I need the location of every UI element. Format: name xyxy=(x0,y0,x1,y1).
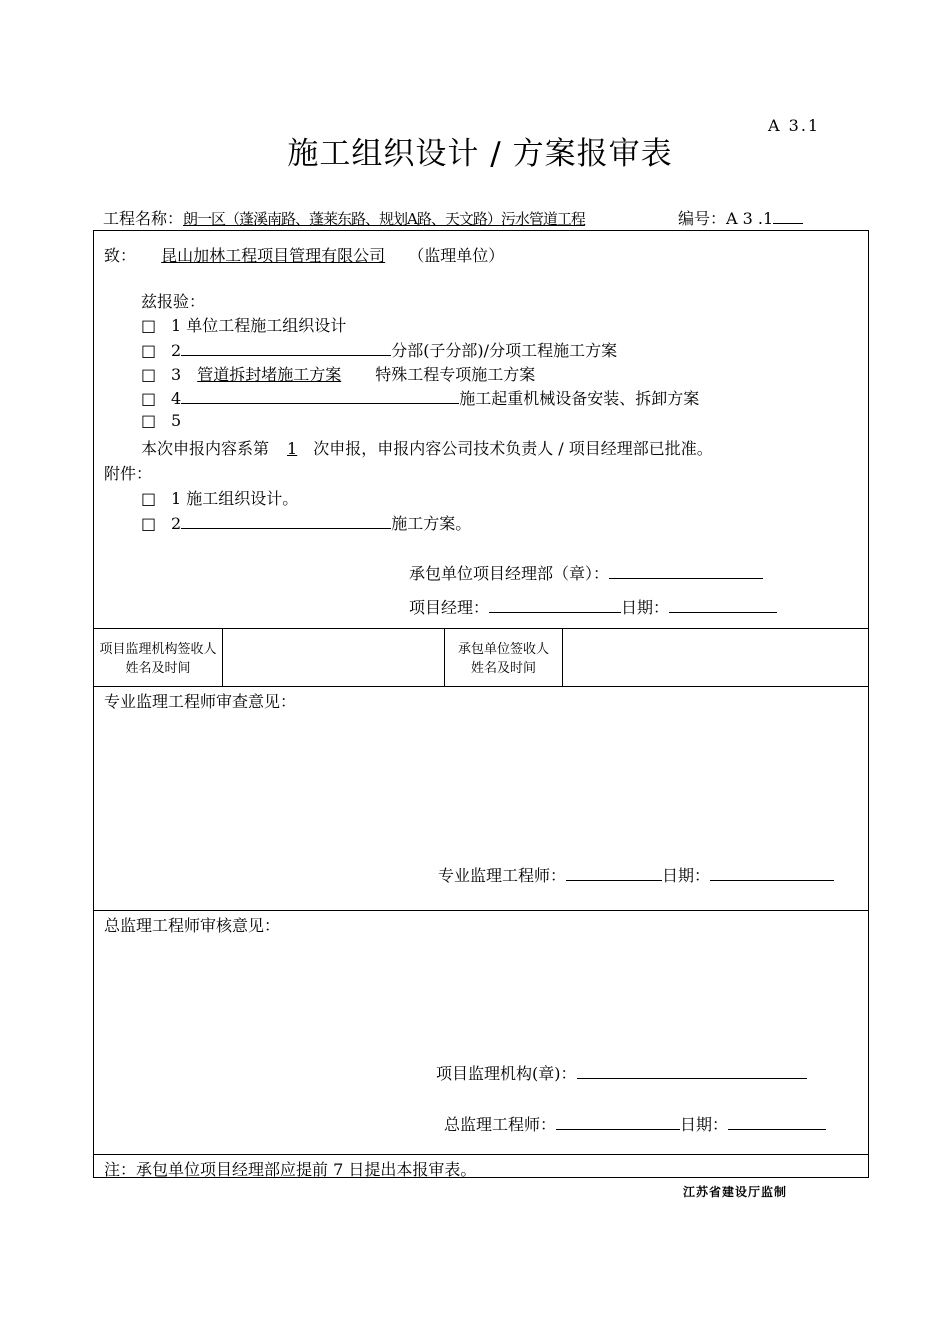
specialist-review-label: 专业监理工程师审查意见： xyxy=(104,692,297,711)
checkbox-icon[interactable]: □ xyxy=(141,411,157,430)
manager-blank[interactable] xyxy=(489,596,621,613)
page-title: 施工组织设计 / 方案报审表 xyxy=(287,136,673,172)
report-item-2: □ 2 分部(子分部)/分项工程施工方案 xyxy=(141,341,618,360)
project-name-row xyxy=(103,206,585,229)
project-name-value: 朗一区（蓬溪南路、蓬莱东路、规划A路、天文路）污水管道工程 xyxy=(183,210,585,228)
report-item-4: □ 4 施工起重机械设备安装、拆卸方案 xyxy=(141,389,700,408)
report-item-3: □ 3 管道拆封堵施工方案 特殊工程专项施工方案 xyxy=(141,362,535,385)
supervisor-role: （监理单位） xyxy=(408,246,505,265)
checkbox-icon[interactable]: □ xyxy=(141,365,157,384)
addressee-row xyxy=(104,243,504,266)
checkbox-icon[interactable]: □ xyxy=(141,389,157,408)
chief-sign-row: 总监理工程师： 日期： xyxy=(444,1112,826,1135)
supervisor-receipt-field[interactable] xyxy=(223,629,443,685)
approval-form-table xyxy=(93,230,869,1178)
checkbox-icon[interactable]: □ xyxy=(141,514,157,533)
submission-count-row: 本次申报内容系第 1 次申报，申报内容公司技术负责人 / 项目经理部已批准。 xyxy=(141,439,713,458)
manager-date-blank[interactable] xyxy=(669,596,777,613)
supervision-org-blank[interactable] xyxy=(577,1062,807,1079)
chief-blank[interactable] xyxy=(556,1113,680,1130)
contractor-receipt-label: 承包单位签收人姓名及时间 xyxy=(457,642,549,676)
specialist-date-blank[interactable] xyxy=(710,864,834,881)
attachment-2-blank[interactable] xyxy=(181,512,391,529)
item-2-blank[interactable] xyxy=(181,339,391,356)
form-number-blank[interactable] xyxy=(773,207,803,224)
report-item-5: □ 5 xyxy=(141,411,182,430)
submission-count: 1 xyxy=(287,439,298,458)
form-code: A 3.1 xyxy=(768,116,821,135)
specialist-blank[interactable] xyxy=(566,864,662,881)
form-number-value: A 3 .1 xyxy=(726,209,774,228)
supervisor-company: 昆山加林工程项目管理有限公司 xyxy=(161,246,386,265)
report-item-1: □ 1 单位工程施工组织设计 xyxy=(141,316,347,335)
specialist-review-field[interactable] xyxy=(104,713,860,853)
form-number-row xyxy=(678,206,803,229)
checkbox-icon[interactable]: □ xyxy=(141,489,157,508)
supervision-org-row: 项目监理机构(章)： xyxy=(436,1061,807,1084)
addressee-label: 致： xyxy=(104,246,137,265)
specialist-sign-row: 专业监理工程师： 日期： xyxy=(438,863,834,886)
item-4-blank[interactable] xyxy=(181,387,459,404)
issuer-footer: 江苏省建设厅监制 xyxy=(683,1185,788,1199)
attachment-2: □ 2 施工方案。 xyxy=(141,514,472,533)
attachment-1: □ 1 施工组织设计。 xyxy=(141,489,299,508)
contractor-receipt-field[interactable] xyxy=(563,629,868,685)
chief-review-label: 总监理工程师审核意见： xyxy=(104,916,281,935)
contractor-dept-blank[interactable] xyxy=(609,562,763,579)
checkbox-icon[interactable]: □ xyxy=(141,316,157,335)
contractor-manager-row: 项目经理： 日期： xyxy=(409,595,777,618)
attachments-label: 附件： xyxy=(104,464,153,483)
contractor-dept-row: 承包单位项目经理部（章）： xyxy=(409,561,763,584)
form-note: 注：承包单位项目经理部应提前 7 日提出本报审表。 xyxy=(104,1160,477,1179)
chief-review-field[interactable] xyxy=(104,937,860,1047)
checkbox-icon[interactable]: □ xyxy=(141,341,157,360)
project-name-label: 工程名称： xyxy=(103,209,184,228)
form-number-label: 编号： xyxy=(678,209,727,228)
report-intro: 兹报验： xyxy=(141,292,206,311)
supervisor-receipt-label: 项目监理机构签收人姓名及时间 xyxy=(99,642,217,676)
chief-date-blank[interactable] xyxy=(728,1113,826,1130)
item-3-filled: 管道拆封堵施工方案 xyxy=(197,365,342,384)
